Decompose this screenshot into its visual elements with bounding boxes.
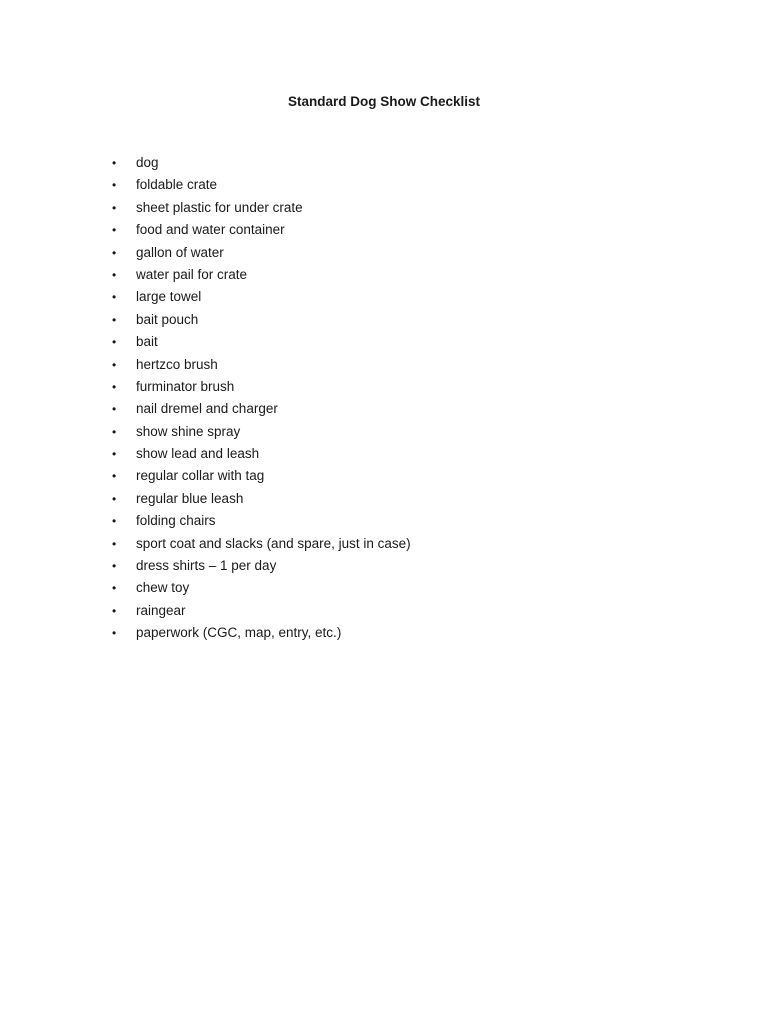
bullet-icon: • (112, 402, 117, 417)
list-item-text: raingear (136, 602, 186, 618)
page-title: Standard Dog Show Checklist (287, 94, 481, 109)
bullet-icon: • (112, 469, 117, 484)
list-item-text: show shine spray (136, 423, 241, 439)
bullet-icon: • (112, 245, 117, 260)
bullet-icon: • (112, 267, 117, 282)
bullet-icon: • (112, 223, 117, 238)
list-item-text: regular collar with tag (136, 468, 265, 484)
bullet-icon: • (112, 424, 117, 439)
list-item-text: sheet plastic for under crate (136, 199, 303, 215)
bullet-icon: • (112, 290, 117, 305)
list-item-text: paperwork (CGC, map, entry, etc.) (136, 625, 342, 641)
list-item-text: regular blue leash (136, 490, 244, 506)
list-item-text: sport coat and slacks (and spare, just in case) (136, 535, 411, 551)
list-item-text: food and water container (136, 222, 285, 238)
bullet-icon: • (112, 536, 117, 551)
list-item-text: foldable crate (136, 177, 218, 193)
bullet-icon: • (112, 178, 117, 193)
list-item-text: bait pouch (136, 311, 199, 327)
bullet-icon: • (112, 581, 117, 596)
bullet-icon: • (112, 335, 117, 350)
bullet-icon: • (112, 156, 117, 170)
bullet-icon: • (112, 447, 117, 462)
list-item-text: gallon of water (136, 244, 224, 260)
bullet-icon: • (112, 559, 117, 574)
bullet-icon: • (112, 312, 117, 327)
list-item-text: nail dremel and charger (136, 401, 278, 417)
bullet-icon: • (112, 603, 117, 618)
bullet-icon: • (112, 379, 117, 394)
list-item-text: show lead and leash (136, 446, 260, 462)
list-item-text: folding chairs (136, 513, 216, 529)
list-item-text: dog (136, 155, 159, 170)
bullet-icon: • (112, 200, 117, 215)
bullet-icon: • (112, 491, 117, 506)
bullet-icon: • (112, 514, 117, 529)
bullet-icon: • (112, 626, 117, 641)
list-item-text: chew toy (136, 580, 190, 596)
list-item-text: large towel (136, 289, 202, 305)
list-item-text: hertzco brush (136, 356, 218, 372)
bullet-icon: • (112, 357, 117, 372)
list-item-text: dress shirts – 1 per day (136, 558, 277, 574)
list-item-text: water pail for crate (136, 266, 248, 282)
list-item-text: bait (136, 334, 158, 350)
list-item-text: furminator brush (136, 378, 235, 394)
